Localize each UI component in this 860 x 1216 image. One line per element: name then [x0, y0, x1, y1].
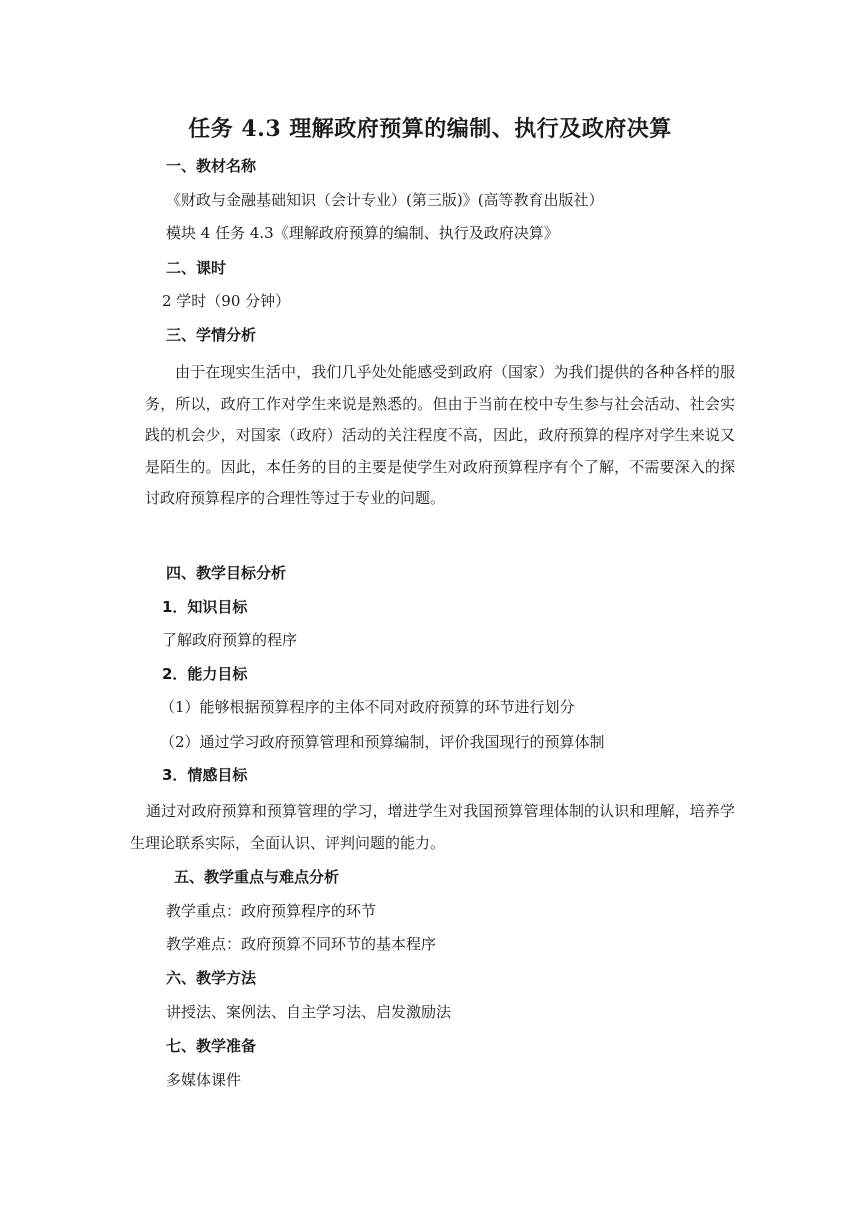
section-heading-preparation: 七、教学准备	[166, 1037, 257, 1055]
difficult-point: 教学难点：政府预算不同环节的基本程序	[166, 935, 437, 953]
teaching-preparation: 多媒体课件	[166, 1071, 242, 1089]
section-heading-learner-analysis: 三、学情分析	[166, 326, 257, 344]
textbook-module: 模块 4 任务 4.3《理解政府预算的编制、执行及政府决算》	[166, 224, 559, 242]
ability-objective-heading: 2．能力目标	[162, 665, 248, 683]
teaching-methods: 讲授法、案例法、自主学习法、启发激励法	[166, 1003, 452, 1021]
ability-objective-2: （2）通过学习政府预算管理和预算编制，评价我国现行的预算体制	[160, 733, 605, 751]
document-title: 任务 4.3 理解政府预算的编制、执行及政府决算	[188, 116, 672, 142]
knowledge-objective-heading: 1．知识目标	[162, 598, 248, 616]
ability-objective-1: （1）能够根据预算程序的主体不同对政府预算的环节进行划分	[160, 698, 575, 716]
section-heading-methods: 六、教学方法	[166, 969, 257, 987]
section-heading-key-points: 五、教学重点与难点分析	[174, 868, 340, 886]
class-hours: 2 学时（90 分钟）	[162, 292, 291, 310]
textbook-name: 《财政与金融基础知识（会计专业）(第三版)》(高等教育出版社）	[166, 191, 604, 209]
section-heading-textbook: 一、教材名称	[166, 157, 257, 175]
emotion-objective-heading: 3．情感目标	[162, 766, 248, 784]
key-point: 教学重点：政府预算程序的环节	[166, 902, 377, 920]
knowledge-objective-text: 了解政府预算的程序	[162, 631, 298, 649]
learner-analysis-paragraph: 由于在现实生活中，我们几乎处处能感受到政府（国家）为我们提供的各种各样的服务，所以，政府工作对学生来说是熟悉的。但由于当前在校中专生参与社会活动、社会实践的机会少，对国家（政府）活动的关注程度不高，因此，政府预算的程序对学生来说又是陌生的。因此，本任务的目的主要是使学生对政府预算程序有个了解，不需要深入的探讨政府预算程序的合理性等过于专业的问题。	[145, 363, 735, 508]
emotion-objective-paragraph: 通过对政府预算和预算管理的学习，增进学生对我国预算管理体制的认识和理解，培养学生理论联系实际，全面认识、评判问题的能力。	[130, 802, 735, 852]
section-heading-objectives: 四、教学目标分析	[166, 564, 287, 582]
section-heading-hours: 二、课时	[166, 259, 227, 277]
